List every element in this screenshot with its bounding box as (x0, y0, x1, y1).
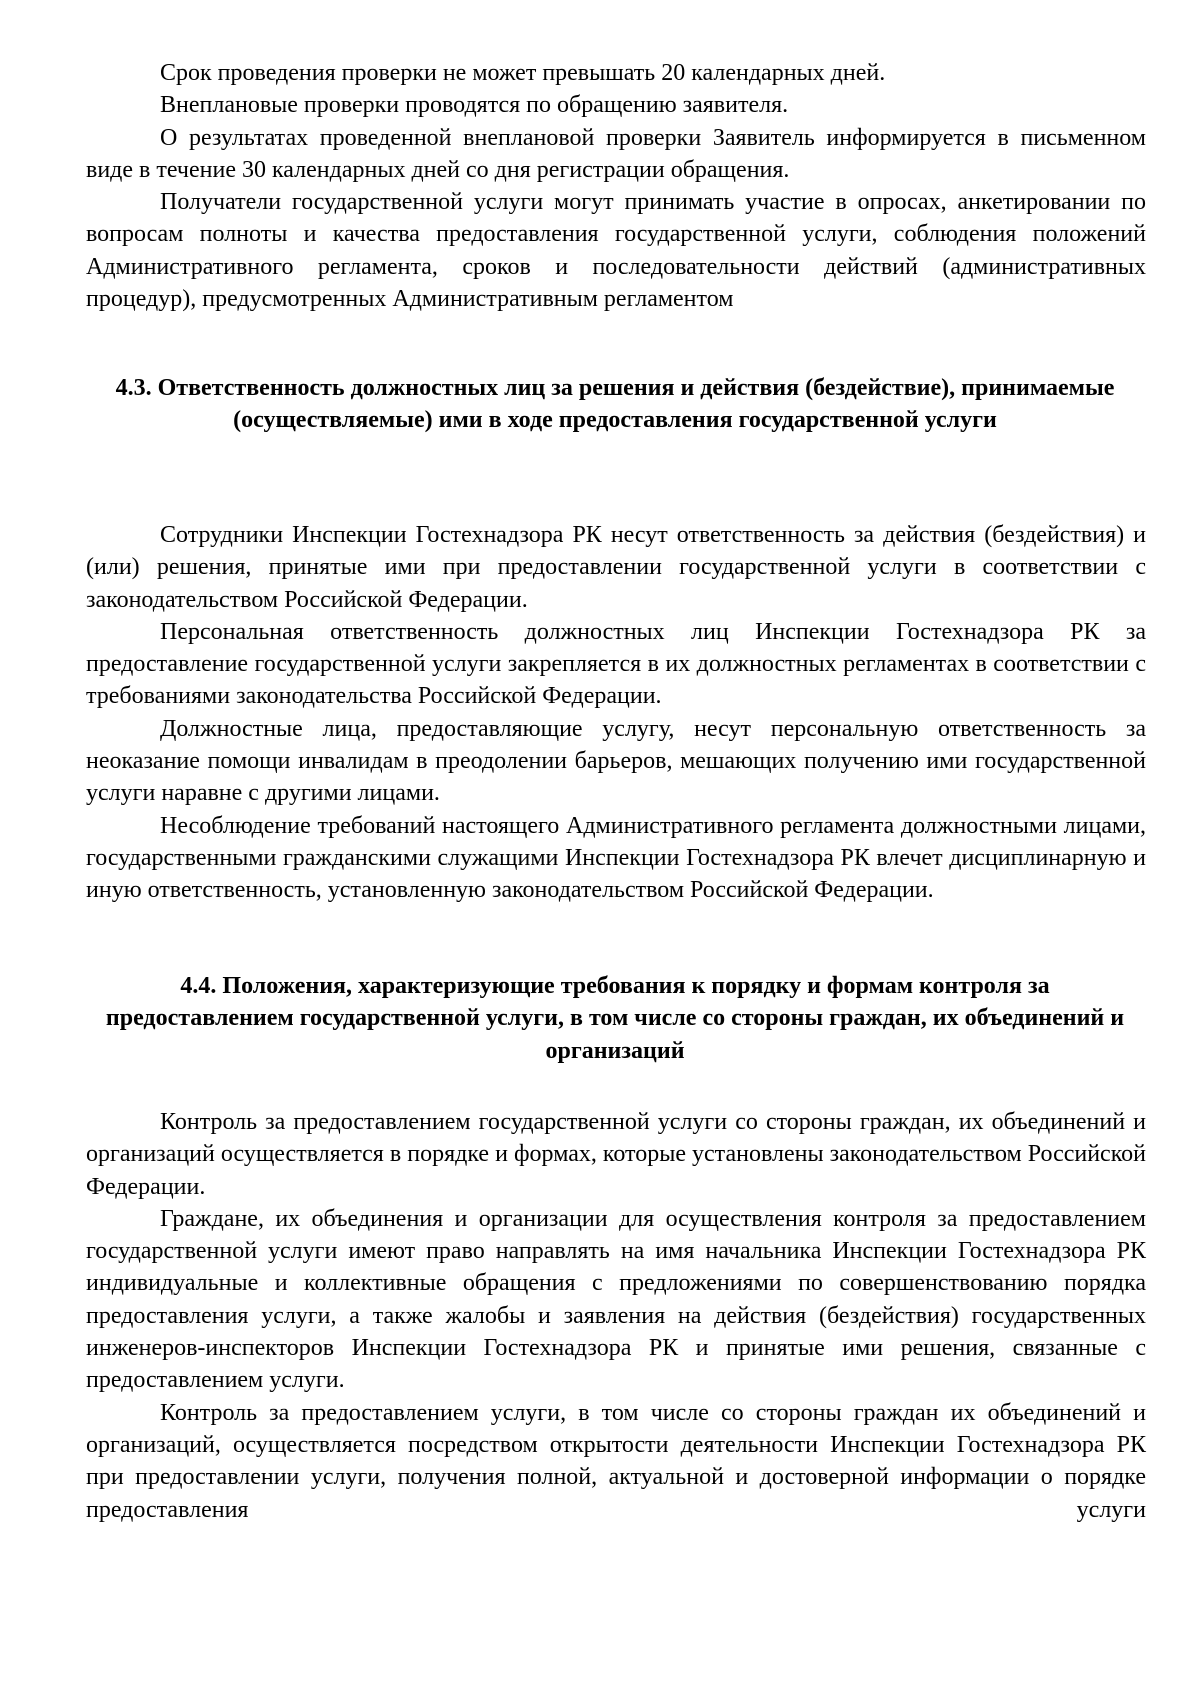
paragraph: О результатах проведенной внеплановой проверки Заявитель информируется в письменном виде в течение 30 календарных дней со дня регистрации обращения. (86, 124, 1146, 183)
section-control-procedures (86, 57, 1146, 315)
paragraph: Контроль за предоставлением услуги, в том числе со стороны граждан их объединений и организаций, осуществляется посредством открытости деятельности Инспекции Гостехнадзора РК при предоставлении услуги, получения полной, актуальной и достоверной информации о порядке предоставления услуги (86, 1399, 1146, 1523)
section-4-3-body (86, 519, 1146, 907)
paragraph: Несоблюдение требований настоящего Административного регламента должностными лицами, государственными гражданскими служащими Инспекции Гостехнадзора РК влечет дисциплинарную и иную ответственность, установленную законодательством Российской Федерации. (86, 812, 1146, 904)
paragraph: Внеплановые проверки проводятся по обращению заявителя. (160, 92, 789, 119)
paragraph: Граждане, их объединения и организации для осуществления контроля за предоставлением государственной услуги имеют право направлять на имя начальника Инспекции Гостехнадзора РК индивидуальные и коллективные обращения с предложениями по совершенствованию порядка предоставления услуги, а также жалобы и заявления на действия (бездействия) государственных инженеров-инспекторов Инспекции Гостехнадзора РК и принятые ими решения, связанные с предоставлением услуги. (86, 1205, 1146, 1394)
paragraph: Получатели государственной услуги могут принимать участие в опросах, анкетировании по вопросам полноты и качества предоставления государственной услуги, соблюдения положений Административного регламента, сроков и последовательности действий (административных процедур), предусмотренных Административным регламентом (86, 189, 1146, 313)
paragraph: Контроль за предоставлением государственной услуги со стороны граждан, их объединений и организаций осуществляется в порядке и формах, которые установлены законодательством Российской Федерации. (86, 1109, 1146, 1200)
section-heading-4-3: 4.3. Ответственность должностных лиц за решения и действия (бездействие), принимаемые (осуществляемые) ими в ходе предоставления государственной услуги (115, 375, 1115, 434)
section-heading-4-4: 4.4. Положения, характеризующие требования к порядку и формам контроля за предоставлением государственной услуги, в том числе со стороны граждан, их объединений и организаций (105, 973, 1125, 1064)
paragraph: Должностные лица, предоставляющие услугу, несут персональную ответственность за неоказание помощи инвалидам в преодолении барьеров, мешающих получению ими государственной услуги наравне с другими лицами. (86, 715, 1146, 807)
section-4-4-body (86, 1106, 1146, 1526)
paragraph: Персональная ответственность должностных лиц Инспекции Гостехнадзора РК за предоставление государственной услуги закрепляется в их должностных регламентах в соответствии с требованиями законодательства Российской Федерации. (86, 618, 1146, 710)
paragraph: Срок проведения проверки не может превышать 20 календарных дней. (160, 60, 886, 86)
paragraph: Сотрудники Инспекции Гостехнадзора РК несут ответственность за действия (бездействия) и (или) решения, принятые ими при предоставлении государственной услуги в соответствии с законодательством Российской Федерации. (86, 522, 1146, 613)
